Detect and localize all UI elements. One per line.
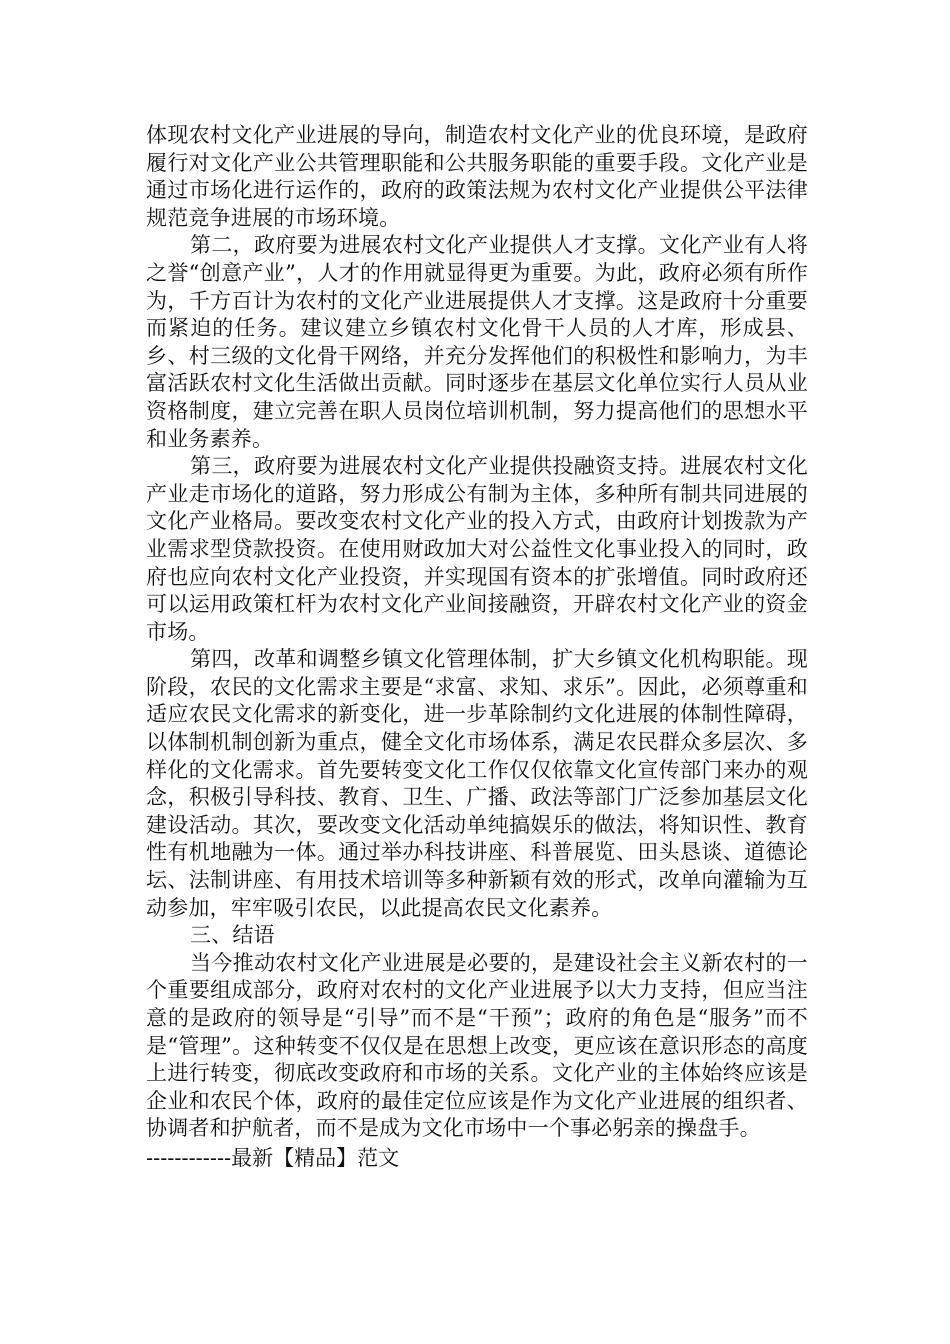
footer-label: ------------最新【精品】范文 <box>146 1146 400 1170</box>
paragraph-fourth-management-reform: 第四，改革和调整乡镇文化管理体制，扩大乡镇文化机构职能。现阶段，农民的文化需求主要是“求富、求知、求乐”。因此，必须尊重和适应农民文化需求的新变化，进一步革除制约文化进展的体制性障碍，以体制机制创新为重点，健全文化市场体系，满足农民群众多层次、多样化的文化需求。首先要转变文化工作仅仅依靠文化宣传部门来办的观念，积极引导科技、教育、卫生、广播、政法等部门广泛参加基层文化建设活动。其次，要改变文化活动单纯搞娱乐的做法，将知识性、教育性有机地融为一体。通过举办科技讲座、科普展览、田头恳谈、道德论坛、法制讲座、有用技术培训等多种新颖有效的形式，改单向灌输为互动参加，牢牢吸引农民，以此提高农民文化素养。 <box>146 647 808 920</box>
document-body <box>146 122 808 1143</box>
paragraph-second-talent-support: 第二，政府要为进展农村文化产业提供人才支撑。文化产业有人将之誉“创意产业”，人才的作用就显得更为重要。为此，政府必须有所作为，千方百计为农村的文化产业进展提供人才支撑。这是政府十分重要而紧迫的任务。建议建立乡镇农村文化骨干人员的人才库，形成县、乡、村三级的文化骨干网络，并充分发挥他们的积极性和影响力，为丰富活跃农村文化生活做出贡献。同时逐步在基层文化单位实行人员从业资格制度，建立完善在职人员岗位培训机制，努力提高他们的思想水平和业务素养。 <box>146 233 808 451</box>
paragraph-third-financing-support: 第三，政府要为进展农村文化产业提供投融资支持。进展农村文化产业走市场化的道路，努力形成公有制为主体，多种所有制共同进展的文化产业格局。要改变农村文化产业的投入方式，由政府计划拨款为产业需求型贷款投资。在使用财政加大对公益性文化事业投入的同时，政府也应向农村文化产业投资，并实现国有资本的扩张增值。同时政府还可以运用政策杠杆为农村文化产业间接融资，开辟农村文化产业的资金市场。 <box>146 454 808 644</box>
section-heading-conclusion: 三、结语 <box>190 923 275 948</box>
paragraph-continuation: 体现农村文化产业进展的导向，制造农村文化产业的优良环境，是政府履行对文化产业公共管理职能和公共服务职能的重要手段。文化产业是通过市场化进行运作的，政府的政策法规为农村文化产业提供公平法律规范竞争进展的市场环境。 <box>146 123 808 230</box>
paragraph-conclusion: 当今推动农村文化产业进展是必要的，是建设社会主义新农村的一个重要组成部分，政府对农村的文化产业进展予以大力支持，但应当注意的是政府的领导是“引导”而不是“干预”；政府的角色是“服务”而不是“管理”。这种转变不仅仅是在思想上改变，更应该在意识形态的高度上进行转变，彻底改变政府和市场的关系。文化产业的主体始终应该是企业和农民个体，政府的最佳定位应该是作为文化产业进展的组织者、协调者和护航者，而不是成为文化市场中一个事必躬亲的操盘手。 <box>146 950 808 1141</box>
